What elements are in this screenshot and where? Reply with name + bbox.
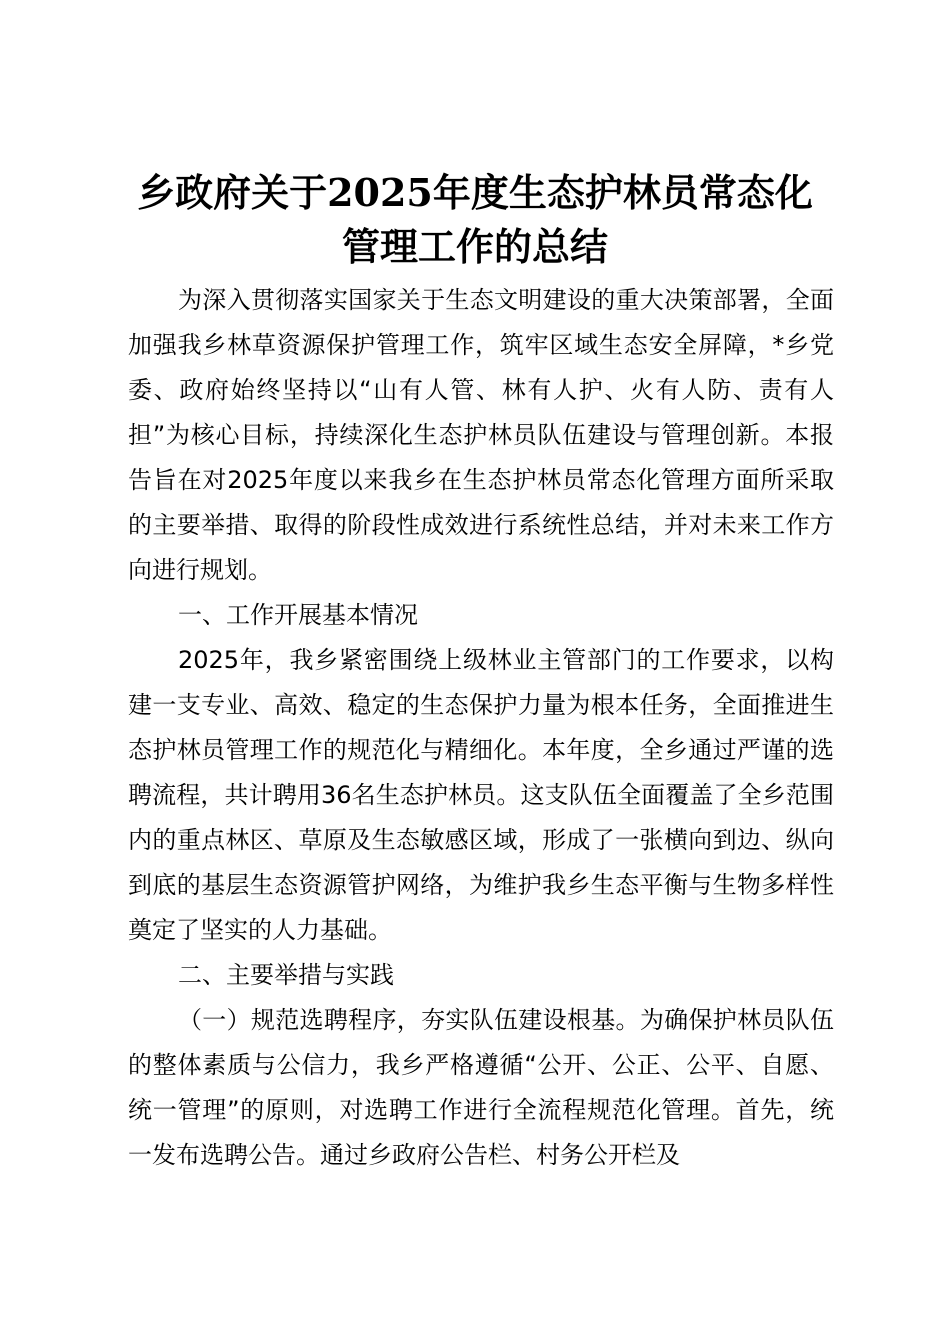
- section-1-paragraph: 2025年，我乡紧密围绕上级林业主管部门的工作要求，以构建一支专业、高效、稳定的生态保护力量为根本任务，全面推进生态护林员管理工作的规范化与精细化。本年度，全乡通过严谨的选聘流程，共计聘用36名生态护林员。这支队伍全面覆盖了全乡范围内的重点林区、草原及生态敏感区域，形成了一张横向到边、纵向到底的基层生态资源管护网络，为维护我乡生态平衡与生物多样性奠定了坚实的人力基础。: [128, 646, 834, 944]
- document-title: 乡政府关于2025年度生态护林员常态化管理工作的总结: [137, 170, 813, 269]
- section-heading-1: 一、工作开展基本情况: [178, 601, 418, 629]
- section-heading-2: 二、主要举措与实践: [178, 961, 394, 989]
- document-body: [128, 278, 834, 1178]
- section-2-paragraph: （一）规范选聘程序，夯实队伍建设根基。为确保护林员队伍的整体素质与公信力，我乡严格遵循“公开、公正、公平、自愿、统一管理”的原则，对选聘工作进行全流程规范化管理。首先，统一发布选聘公告。通过乡政府公告栏、村务公开栏及: [128, 1006, 834, 1169]
- intro-paragraph: 为深入贯彻落实国家关于生态文明建设的重大决策部署，全面加强我乡林草资源保护管理工作，筑牢区域生态安全屏障，*乡党委、政府始终坚持以“山有人管、林有人护、火有人防、责有人担”为核心目标，持续深化生态护林员队伍建设与管理创新。本报告旨在对2025年度以来我乡在生态护林员常态化管理方面所采取的主要举措、取得的阶段性成效进行系统性总结，并对未来工作方向进行规划。: [128, 286, 834, 584]
